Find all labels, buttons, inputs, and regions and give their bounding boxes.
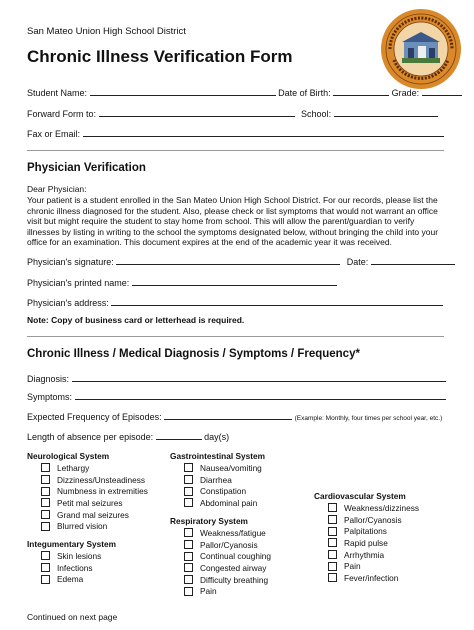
- item-label: Dizziness/Unsteadiness: [57, 474, 146, 485]
- item-label: Numbness in extremities: [57, 486, 148, 497]
- checklist-item[interactable]: [314, 560, 419, 572]
- checkbox[interactable]: [184, 463, 193, 472]
- absence-unit: day(s): [204, 432, 230, 442]
- student-name-label: Student Name:: [27, 88, 88, 98]
- item-label: Pain: [344, 561, 361, 572]
- checklist-item[interactable]: [27, 485, 148, 497]
- diagnosis-heading: Chronic Illness / Medical Diagnosis / Symptoms / Frequency*: [27, 348, 360, 360]
- signature-field[interactable]: [116, 256, 340, 265]
- frequency-example: (Example: Monthly, four times per school year, etc.): [294, 415, 443, 422]
- divider: [27, 150, 444, 151]
- integumentary-group: [27, 539, 116, 585]
- checklist-item[interactable]: [170, 462, 265, 474]
- checkbox[interactable]: [328, 527, 337, 536]
- checkbox[interactable]: [41, 487, 50, 496]
- checkbox[interactable]: [328, 538, 337, 547]
- forward-to-label: Forward Form to:: [27, 109, 97, 119]
- checklist-item[interactable]: [27, 550, 116, 562]
- checkbox[interactable]: [328, 573, 337, 582]
- checkbox[interactable]: [41, 510, 50, 519]
- checkbox[interactable]: [41, 498, 50, 507]
- fax-email-field[interactable]: [83, 128, 444, 137]
- item-label: Difficulty breathing: [200, 574, 269, 585]
- item-label: Nausea/vomiting: [200, 462, 262, 473]
- checkbox[interactable]: [41, 551, 50, 560]
- group-title: Cardiovascular System: [314, 491, 406, 501]
- greeting: Dear Physician:: [27, 184, 87, 194]
- item-label: Weakness/dizziness: [344, 502, 420, 513]
- student-name-field[interactable]: [90, 87, 276, 96]
- checkbox[interactable]: [184, 575, 193, 584]
- checkbox[interactable]: [184, 563, 193, 572]
- gastrointestinal-group: [170, 451, 265, 509]
- checkbox[interactable]: [41, 522, 50, 531]
- checklist-item[interactable]: [314, 549, 419, 561]
- fax-email-label: Fax or Email:: [27, 129, 81, 139]
- date-label: Date:: [346, 257, 369, 267]
- cardiovascular-group: [314, 491, 419, 584]
- item-label: Infections: [57, 562, 93, 573]
- checklist-item[interactable]: [170, 562, 271, 574]
- item-label: Pallor/Cyanosis: [344, 514, 402, 525]
- checklist-item[interactable]: [170, 497, 265, 509]
- grade-label: Grade:: [391, 88, 420, 98]
- checkbox[interactable]: [328, 515, 337, 524]
- printed-name-field[interactable]: [132, 277, 337, 286]
- checkbox[interactable]: [41, 475, 50, 484]
- address-field[interactable]: [111, 297, 443, 306]
- school-field[interactable]: [334, 108, 438, 117]
- checklist-item[interactable]: [170, 550, 271, 562]
- checklist-item[interactable]: [314, 537, 419, 549]
- checklist-item[interactable]: [314, 514, 419, 526]
- checkbox[interactable]: [328, 503, 337, 512]
- symptoms-label: Symptoms:: [27, 392, 73, 402]
- group-title: Gastrointestinal System: [170, 451, 265, 461]
- checklist-item[interactable]: [170, 485, 265, 497]
- group-title: Integumentary System: [27, 539, 116, 549]
- address-label: Physician's address:: [27, 298, 109, 308]
- checkbox[interactable]: [184, 587, 193, 596]
- group-title: Neurological System: [27, 451, 110, 461]
- checklist-item[interactable]: [27, 509, 148, 521]
- checkbox[interactable]: [41, 563, 50, 572]
- item-label: Rapid pulse: [344, 537, 388, 548]
- checklist-item[interactable]: [170, 585, 271, 597]
- checklist-item[interactable]: [314, 502, 419, 514]
- checklist-item[interactable]: [170, 527, 271, 539]
- absence-field[interactable]: [156, 431, 202, 440]
- diagnosis-field[interactable]: [72, 373, 446, 382]
- checkbox[interactable]: [184, 540, 193, 549]
- frequency-field[interactable]: [164, 411, 292, 420]
- forward-to-field[interactable]: [99, 108, 295, 117]
- item-label: Fever/infection: [344, 572, 399, 583]
- item-label: Arrhythmia: [344, 549, 385, 560]
- grade-field[interactable]: [422, 87, 462, 96]
- checklist-item[interactable]: [27, 573, 116, 585]
- checklist-item[interactable]: [170, 574, 271, 586]
- item-label: Diarrhea: [200, 474, 232, 485]
- item-label: Weakness/fatigue: [200, 527, 266, 538]
- item-label: Constipation: [200, 486, 247, 497]
- item-label: Pain: [200, 586, 217, 597]
- item-label: Petit mal seizures: [57, 497, 123, 508]
- item-label: Pallor/Cyanosis: [200, 539, 258, 550]
- district-seal-logo: [380, 8, 462, 90]
- dob-field[interactable]: [333, 87, 389, 96]
- item-label: Continual coughing: [200, 551, 272, 562]
- checklist-item[interactable]: [27, 520, 148, 532]
- checkbox[interactable]: [328, 562, 337, 571]
- item-label: Abdominal pain: [200, 497, 258, 508]
- checkbox[interactable]: [41, 463, 50, 472]
- checklist-item[interactable]: [314, 572, 419, 584]
- group-title: Respiratory System: [170, 516, 248, 526]
- checkbox[interactable]: [41, 575, 50, 584]
- checklist-item[interactable]: [27, 474, 148, 486]
- date-field[interactable]: [371, 256, 455, 265]
- item-label: Skin lesions: [57, 550, 102, 561]
- checklist-item[interactable]: [170, 474, 265, 486]
- checklist-item[interactable]: [27, 462, 148, 474]
- respiratory-group: [170, 516, 271, 597]
- dob-label: Date of Birth:: [278, 88, 331, 98]
- physician-instructions: Your patient is a student enrolled in the San Mateo Union High School District. For our records, please list the chronic illness diagnosed for the student. Also, please check or list symptoms that would not warrant an office visit but might require the student to stay home from school. This will allow the parent/guardian to verify illnesses by listing in writing to the school the symptoms designated below, without bringing the child into your office for an examination. This document expires at the end of the academic year it was received.: [27, 195, 439, 248]
- signature-label: Physician's signature:: [27, 257, 114, 267]
- item-label: Blurred vision: [57, 521, 108, 532]
- item-label: Grand mal seizures: [57, 509, 129, 520]
- item-label: Lethargy: [57, 462, 90, 473]
- checklist-item[interactable]: [27, 562, 116, 574]
- physician-heading: Physician Verification: [27, 162, 146, 174]
- checkbox[interactable]: [184, 498, 193, 507]
- neurological-group: [27, 451, 148, 532]
- form-title: Chronic Illness Verification Form: [27, 47, 293, 66]
- school-label: School:: [301, 109, 332, 119]
- checklist-item[interactable]: [170, 539, 271, 551]
- item-label: Congested airway: [200, 562, 267, 573]
- checkbox[interactable]: [184, 528, 193, 537]
- checkbox[interactable]: [184, 475, 193, 484]
- frequency-label: Expected Frequency of Episodes:: [27, 412, 162, 422]
- divider: [27, 336, 444, 337]
- item-label: Palpitations: [344, 526, 387, 537]
- absence-label: Length of absence per episode:: [27, 432, 154, 442]
- item-label: Edema: [57, 574, 84, 585]
- printed-name-label: Physician's printed name:: [27, 278, 130, 288]
- checkbox[interactable]: [328, 550, 337, 559]
- district-name: San Mateo Union High School District: [27, 26, 186, 37]
- checklist-item[interactable]: [314, 525, 419, 537]
- checklist-item[interactable]: [27, 497, 148, 509]
- checkbox[interactable]: [184, 552, 193, 561]
- business-card-note: Note: Copy of business card or letterhead is required.: [27, 315, 245, 325]
- symptoms-field[interactable]: [75, 391, 446, 400]
- checkbox[interactable]: [184, 487, 193, 496]
- continued-note: Continued on next page: [27, 612, 118, 622]
- diagnosis-label: Diagnosis:: [27, 374, 70, 384]
